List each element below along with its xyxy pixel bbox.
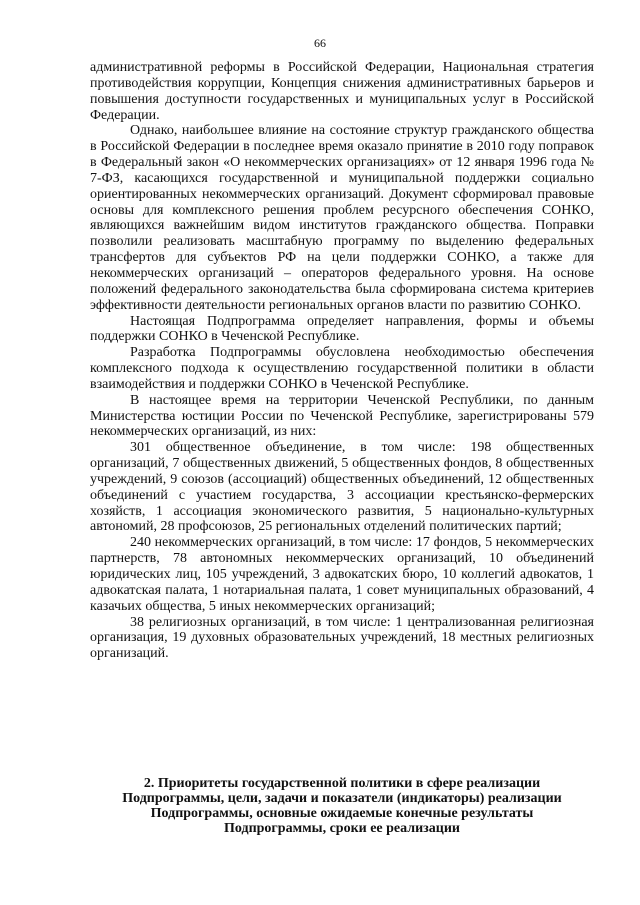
paragraph-registered-organizations: В настоящее время на территории Чеченской Республики, по данным Министерства юстиции России по Чеченской Республике, зарегистрированы 579 некоммерческих организаций, из них: <box>90 392 594 440</box>
paragraph-law-amendments: Однако, наибольшее влияние на состояние структур гражданского общества в Российской Федерации в последнее время оказало принятие в 2010 году поправок в Федеральный закон «О некоммерческих организациях» от 12 января 1996 года № 7-ФЗ, касающихся государственной и муниципальной поддержки социально ориентированных некоммерческих организаций. Документ сформировал правовые основы для комплексного решения проблем ресурсного обеспечения СОНКО, являющихся важнейшим видом институтов гражданского общества. Поправки позволили реализовать масштабную программу по выделению федеральных трансфертов для субъектов РФ на цели поддержки СОНКО, а также для некоммерческих организаций – операторов федерального уровня. На основе положений федерального законодательства была сформирована система критериев эффективности деятельности региональных органов власти по развитию СОНКО. <box>90 123 594 313</box>
heading-line: Подпрограммы, сроки ее реализации <box>224 821 460 836</box>
paragraph-religious-organizations: 38 религиозных организаций, в том числе: 1 централизованная религиозная организация, 19 духовных образовательных учреждений, 18 местных религиозных организаций. <box>90 614 594 662</box>
heading-line: Подпрограммы, основные ожидаемые конечные результаты <box>150 806 534 821</box>
paragraph-subprogram-rationale: Разработка Подпрограммы обусловлена необходимостью обеспечения комплексного подхода к осуществлению государственной политики в области взаимодействия и поддержки СОНКО в Чеченской Республике. <box>90 345 594 392</box>
paragraph-subprogram-scope: Настоящая Подпрограмма определяет направления, формы и объемы поддержки СОНКО в Чеченской Республике. <box>90 313 594 345</box>
paragraph-public-associations: 301 общественное объединение, в том числе: 198 общественных организаций, 7 общественных движений, 5 общественных фондов, 8 общественных учреждений, 9 союзов (ассоциаций) общественных объединений, 12 общественных объединений с участием государства, 3 ассоциации крестьянско-фермерских хозяйств, 1 ассоциация экономического развития, 5 национально-культурных автономий, 28 профсоюзов, 25 региональных отделений политических партий; <box>90 440 594 535</box>
heading-line: Подпрограммы, цели, задачи и показатели (индикаторы) реализации <box>122 791 562 806</box>
paragraph-continuation: административной реформы в Российской Федерации, Национальная стратегия противодействия коррупции, Концепция снижения административных барьеров и повышения доступности государственных и муниципальных услуг в Российской Федерации. <box>90 60 594 123</box>
body-text <box>90 60 594 662</box>
paragraph-noncommercial-organizations: 240 некоммерческих организаций, в том числе: 17 фондов, 5 некоммерческих партнерств, 78 автономных некоммерческих организаций, 10 объединений юридических лиц, 105 учреждений, 3 адвокатских бюро, 10 коллегий адвокатов, 1 адвокатская палата, 1 нотариальная палата, 1 совет муниципальных образований, 4 казачьих общества, 5 иных некоммерческих организаций; <box>90 535 594 614</box>
section-heading <box>90 776 594 836</box>
heading-line: 2. Приоритеты государственной политики в сфере реализации <box>143 776 541 791</box>
page-number: 66 <box>314 36 326 50</box>
